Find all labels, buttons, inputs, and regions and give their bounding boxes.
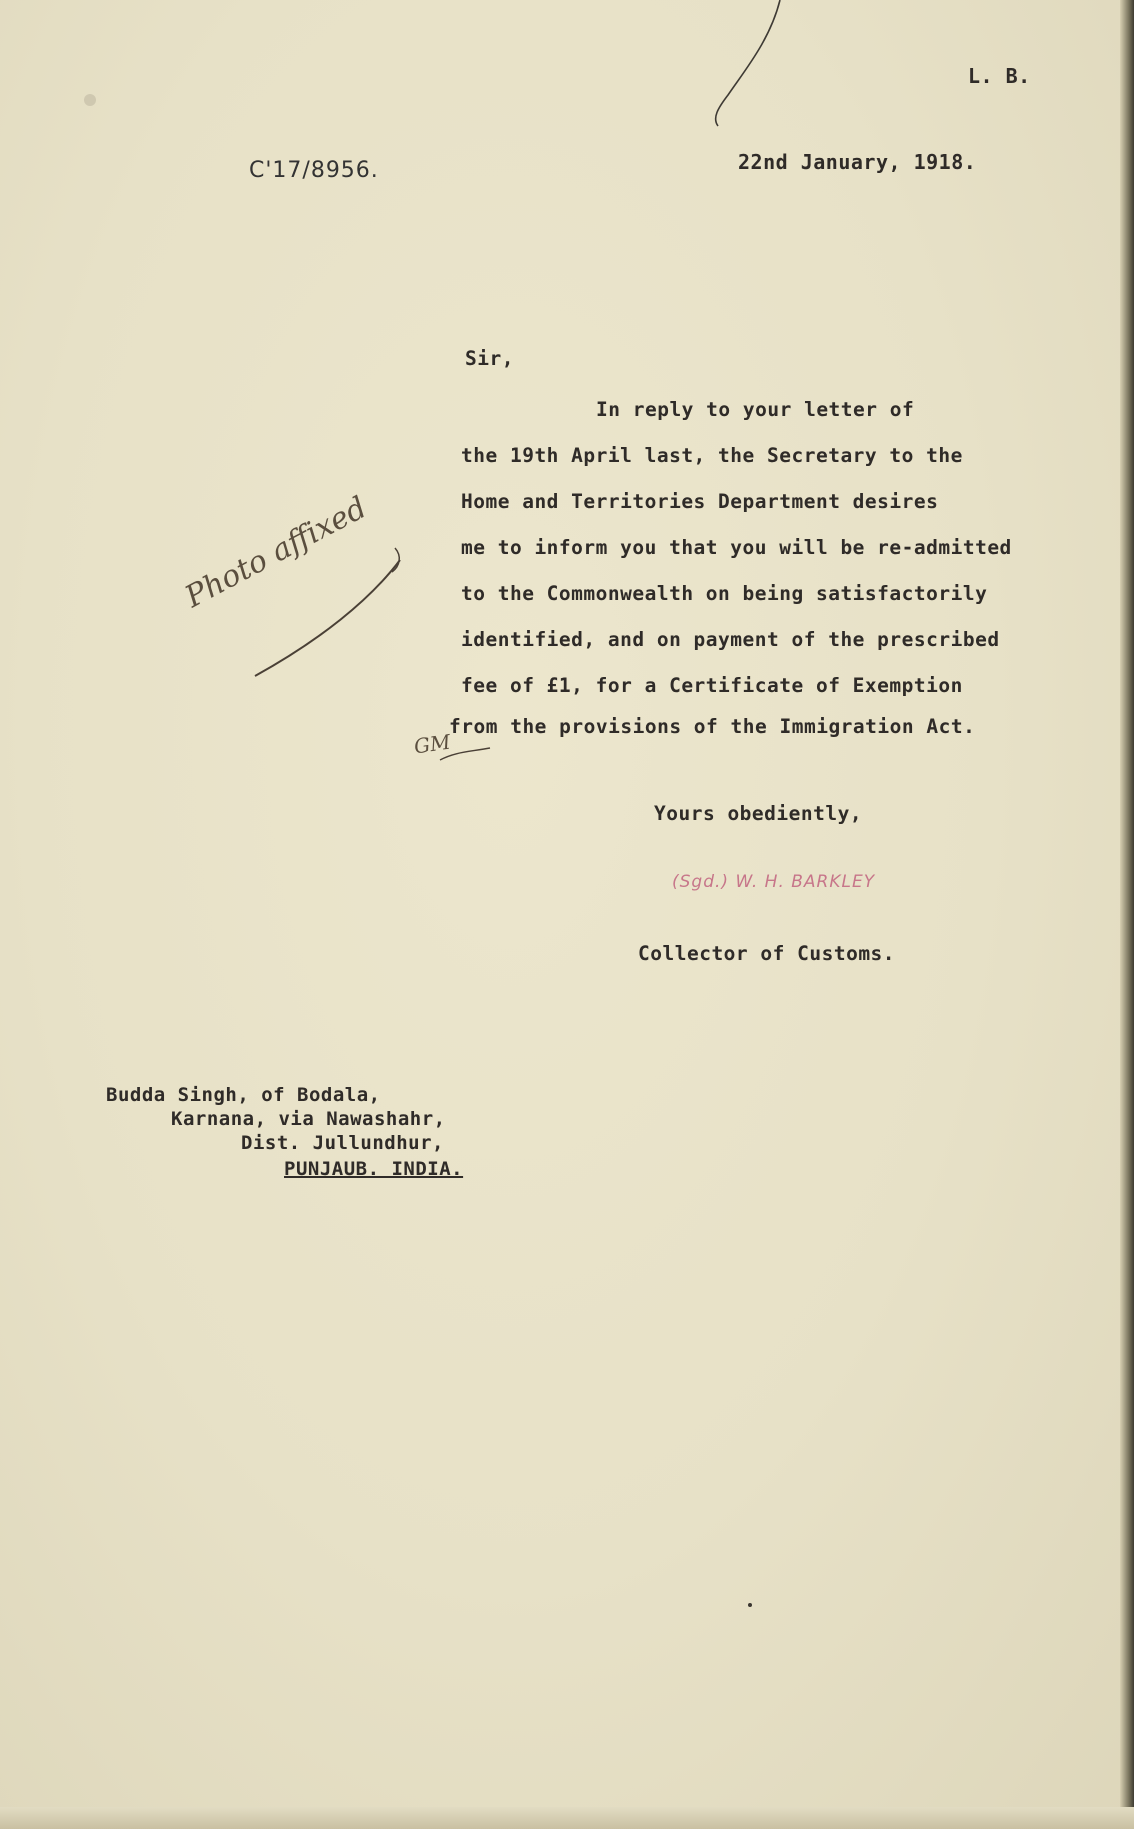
body-line: fee of £1, for a Certificate of Exemption [461, 674, 963, 697]
address-line: Karnana, via Nawashahr, [171, 1108, 446, 1130]
body-line: from the provisions of the Immigration Act. [449, 715, 976, 738]
handwritten-initials: GM [412, 729, 452, 759]
letter-date: 22nd January, 1918. [738, 150, 977, 174]
body-line: Home and Territories Department desires [461, 490, 939, 513]
address-line: Budda Singh, of Bodala, [106, 1084, 381, 1106]
signatory-title: Collector of Customs. [638, 942, 896, 965]
body-line: me to inform you that you will be re-admitted [461, 536, 1012, 559]
reference-number: C'17/8956. [249, 158, 379, 183]
handwritten-annotation: Photo affixed [179, 490, 373, 615]
body-line: the 19th April last, the Secretary to the [461, 444, 963, 467]
salutation: Sir, [465, 347, 514, 370]
signature-stamp: (Sgd.) W. H. BARKLEY [672, 872, 876, 892]
body-line: identified, and on payment of the prescribed [461, 628, 1000, 651]
address-line: PUNJAUB. INDIA. [284, 1158, 464, 1180]
body-line: to the Commonwealth on being satisfactorily [461, 582, 988, 605]
body-line: In reply to your letter of [596, 398, 915, 421]
closing: Yours obediently, [654, 802, 863, 825]
initials-header: L. B. [968, 64, 1031, 88]
address-line: Dist. Jullundhur, [241, 1132, 444, 1154]
